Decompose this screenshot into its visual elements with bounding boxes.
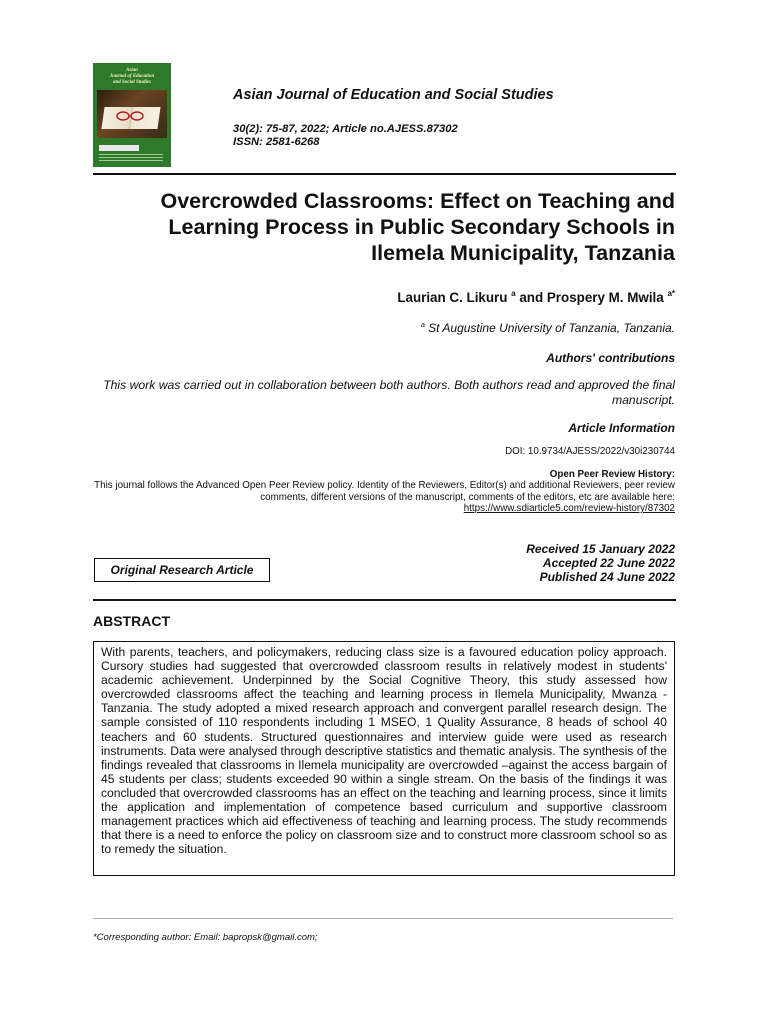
affiliation-text: St Augustine University of Tanzania, Tanzania. <box>424 321 675 335</box>
author-list <box>397 289 675 305</box>
author-separator: and <box>515 290 547 305</box>
peer-review-link[interactable]: https://www.sdiarticle5.com/review-history/87302 <box>463 503 675 514</box>
contributions-heading: Authors' contributions <box>546 351 675 365</box>
received-date: Received 15 January 2022 <box>526 542 675 556</box>
cover-barcode <box>99 145 139 151</box>
header-divider <box>93 173 676 175</box>
peer-review-heading: Open Peer Review History: <box>549 469 675 480</box>
cover-text-lines <box>99 154 163 162</box>
article-type-badge: Original Research Article <box>94 558 270 582</box>
accepted-date: Accepted 22 June 2022 <box>542 556 675 570</box>
cover-title <box>93 68 171 86</box>
peer-review-description: This journal follows the Advanced Open Peer Review policy. Identity of the Reviewers, Editor(s) and additional Reviewers, peer review comments, different versions of the manuscript, comments of the editors, etc are available here: <box>94 480 675 503</box>
cover-title-line: Journal of Education <box>109 74 155 79</box>
author-name: Prospery M. Mwila <box>546 290 664 305</box>
journal-issue: 30(2): 75-87, 2022; Article no.AJESS.87302 <box>233 123 458 135</box>
article-title <box>95 188 675 266</box>
abstract-text: With parents, teachers, and policymakers, reducing class size is a favoured education policy approach. Cursory studies had suggested that overcrowded classroom results in relatively modest in students' academic achievement. Underpinned by the Social Cognitive Theory, this study assessed how overcrowded classrooms affect the teaching and learning process in Ilemela Municipality, Mwanza -Tanzania. The study adopted a mixed research approach and convergent parallel research design. The sample consisted of 110 respondents including 1 MSEO, 1 Quality Assurance, 8 heads of school 40 teachers and 60 students. Structured questionnaires and interview guide were used as research instruments. Data were analysed through descriptive statistics and thematic analysis. The synthesis of the findings revealed that classrooms in Ilemela municipality are overcrowded –against the access bargain of 45 students per class; students exceeded 90 within a single stream. On the basis of the findings it was concluded that overcrowded classrooms has an effect on the teaching and learning process, since it limits the application and implementation of competence based curriculum and supportive classroom management practices which aid effectiveness of teaching and learning process. The study recommends that there is a need to enforce the policy on classroom size and to construct more classroom school so as to remedy the situation. <box>93 641 675 876</box>
affiliation-mark: a <box>420 322 425 329</box>
published-date: Published 24 June 2022 <box>539 570 675 584</box>
journal-cover-image <box>93 63 171 167</box>
corresponding-author: *Corresponding author: Email: bapropsk@gmail.com; <box>93 932 318 943</box>
glasses-icon <box>115 111 145 121</box>
abstract-heading: ABSTRACT <box>93 613 170 629</box>
journal-name: Asian Journal of Education and Social Studies <box>233 87 554 103</box>
doi: DOI: 10.9734/AJESS/2022/v30i230744 <box>505 446 675 457</box>
title-line: Overcrowded Classrooms: Effect on Teaching and <box>160 189 675 213</box>
article-dates <box>526 542 675 584</box>
contributions-text: This work was carried out in collaboration between both authors. Both authors read and approved the final manuscript. <box>103 378 675 407</box>
footer-divider <box>93 918 673 919</box>
affiliation <box>421 321 675 335</box>
author-name: Laurian C. Likuru <box>397 290 508 305</box>
author-affiliation-mark: a* <box>667 289 675 298</box>
title-line: Ilemela Municipality, Tanzania <box>371 241 675 265</box>
cover-title-line: and Social Studies <box>112 80 152 85</box>
title-line: Learning Process in Public Secondary Schools in <box>168 215 675 239</box>
author-affiliation-mark: a <box>511 289 516 298</box>
article-info-heading: Article Information <box>568 421 675 435</box>
abstract-divider <box>93 599 676 601</box>
cover-title-line: Asian <box>126 68 138 73</box>
journal-issn: ISSN: 2581-6268 <box>233 136 320 148</box>
peer-review-text <box>75 480 675 515</box>
